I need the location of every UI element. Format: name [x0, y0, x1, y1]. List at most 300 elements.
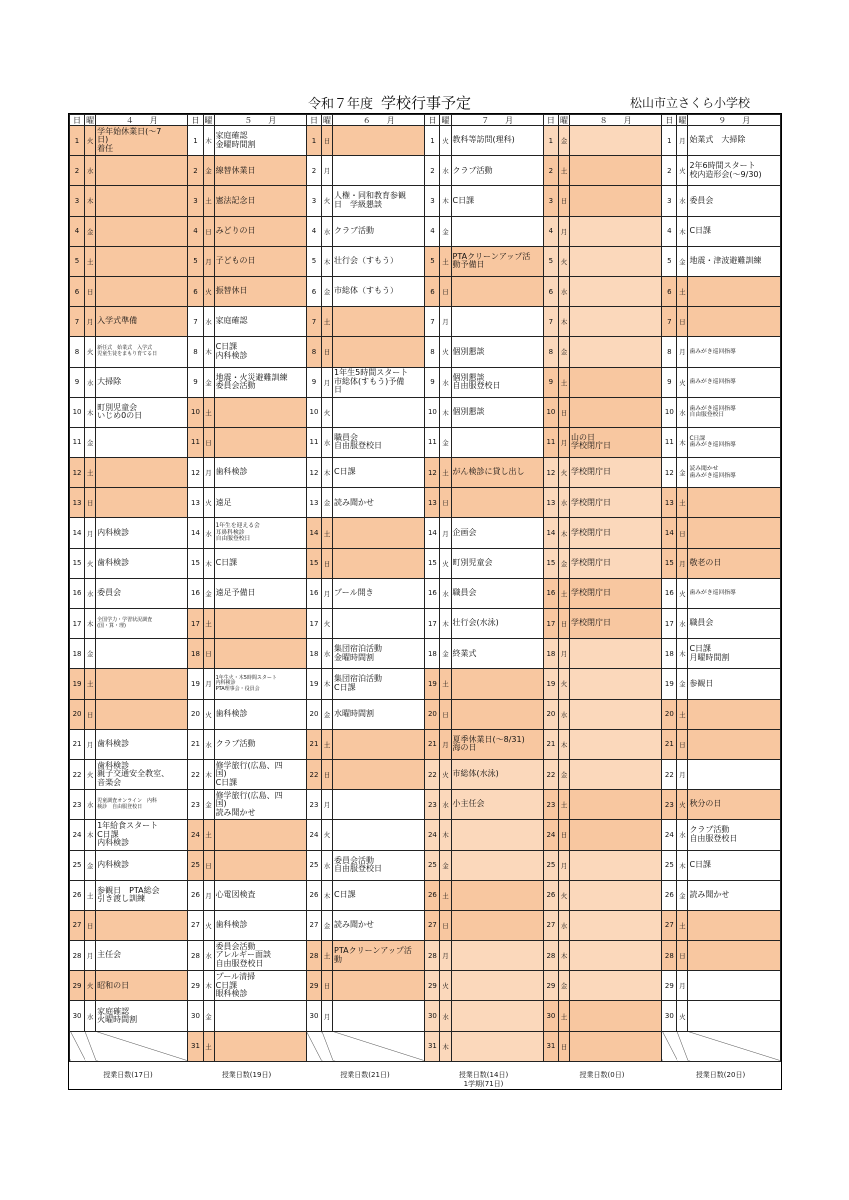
- day-number: 27: [662, 910, 677, 940]
- event-cell: [333, 790, 425, 820]
- event-cell: [96, 910, 188, 940]
- day-number: 6: [662, 276, 677, 306]
- event-cell: [451, 488, 543, 518]
- day-number: 20: [188, 699, 203, 729]
- day-number: 11: [70, 427, 85, 457]
- instruction-days: [425, 1071, 543, 1089]
- day-number: 23: [543, 790, 558, 820]
- weekday: 金: [322, 488, 333, 518]
- header-weekday: 曜: [678, 115, 687, 125]
- day-number: 30: [425, 1001, 440, 1031]
- day-number: 18: [70, 639, 85, 669]
- day-number: 24: [188, 820, 203, 850]
- weekday: 火: [85, 548, 96, 578]
- event-cell: [451, 699, 543, 729]
- event-cell: 個別懇談: [451, 397, 543, 427]
- weekday: 水: [85, 578, 96, 608]
- day-number: 21: [662, 729, 677, 759]
- day-number: 13: [425, 488, 440, 518]
- event-cell: [214, 850, 306, 880]
- day-number: 16: [70, 578, 85, 608]
- day-number: 29: [662, 971, 677, 1001]
- weekday: 水: [440, 1001, 451, 1031]
- event-cell: 歯科検診: [96, 548, 188, 578]
- day-number: 20: [306, 699, 321, 729]
- day-number: 4: [70, 216, 85, 246]
- table-row: [70, 458, 781, 488]
- day-number: 5: [543, 246, 558, 276]
- day-number: 6: [188, 276, 203, 306]
- fiscal-year: 令和７年度: [308, 97, 374, 112]
- day-number: 15: [70, 548, 85, 578]
- event-cell: 地震・津波避難訓練: [688, 246, 781, 276]
- month-name: ９ 月: [688, 115, 781, 126]
- day-number: 22: [662, 759, 677, 789]
- event-cell: [569, 910, 661, 940]
- event-cell: 昭和の日: [96, 971, 188, 1001]
- event-cell: 学校閉庁日: [569, 518, 661, 548]
- day-number: 3: [543, 186, 558, 216]
- weekday: 木: [85, 820, 96, 850]
- day-number: 15: [543, 548, 558, 578]
- weekday: 土: [558, 156, 569, 186]
- day-number: 11: [306, 427, 321, 457]
- table-row: [70, 397, 781, 427]
- event-cell: [688, 518, 781, 548]
- weekday: 土: [558, 578, 569, 608]
- event-cell: [569, 186, 661, 216]
- weekday: 金: [677, 880, 688, 910]
- event-cell: 企画会: [451, 518, 543, 548]
- day-number: 9: [70, 367, 85, 397]
- weekday: 日: [677, 941, 688, 971]
- event-cell: [451, 276, 543, 306]
- table-row: [70, 276, 781, 306]
- month-name: ６ 月: [333, 115, 425, 126]
- weekday: 金: [85, 639, 96, 669]
- day-number: [306, 1031, 321, 1061]
- event-cell: [96, 216, 188, 246]
- day-number: 11: [543, 427, 558, 457]
- table-row: [70, 820, 781, 850]
- weekday: 木: [440, 820, 451, 850]
- event-cell: [96, 276, 188, 306]
- day-number: 21: [425, 729, 440, 759]
- event-cell: 読み聞かせ: [688, 880, 781, 910]
- day-number: 14: [70, 518, 85, 548]
- weekday: 水: [558, 910, 569, 940]
- day-number: 19: [662, 669, 677, 699]
- weekday: 木: [85, 609, 96, 639]
- event-cell: 歯みがき巡回指導: [688, 337, 781, 367]
- weekday: [85, 1031, 96, 1061]
- weekday: 土: [558, 790, 569, 820]
- day-number: 5: [662, 246, 677, 276]
- event-cell: [214, 1031, 306, 1061]
- table-row: [70, 880, 781, 910]
- table-row: [70, 578, 781, 608]
- day-number: 7: [188, 307, 203, 337]
- weekday: 木: [322, 880, 333, 910]
- weekday: 月: [203, 669, 214, 699]
- day-number: 17: [425, 609, 440, 639]
- event-cell: [569, 971, 661, 1001]
- weekday: 火: [203, 910, 214, 940]
- instruction-days: [662, 1071, 780, 1080]
- event-cell: [214, 427, 306, 457]
- weekday: 火: [203, 699, 214, 729]
- event-cell: [451, 941, 543, 971]
- day-number: 7: [70, 307, 85, 337]
- event-cell: 小主任会: [451, 790, 543, 820]
- day-number: 14: [543, 518, 558, 548]
- event-cell: [333, 759, 425, 789]
- day-number: 15: [662, 548, 677, 578]
- weekday: 土: [558, 367, 569, 397]
- day-number: 9: [662, 367, 677, 397]
- day-number: 27: [543, 910, 558, 940]
- header-day: 日: [662, 115, 677, 126]
- table-row: [70, 307, 781, 337]
- weekday: 木: [677, 850, 688, 880]
- event-cell: [333, 729, 425, 759]
- weekday: 木: [203, 971, 214, 1001]
- weekday: 月: [322, 367, 333, 397]
- table-row: [70, 216, 781, 246]
- weekday: 木: [440, 1031, 451, 1061]
- day-number: 30: [662, 1001, 677, 1031]
- weekday: 水: [203, 941, 214, 971]
- day-number: 24: [70, 820, 85, 850]
- table-row: [70, 1001, 781, 1031]
- event-cell: [333, 548, 425, 578]
- month-name: ８ 月: [569, 115, 661, 126]
- day-number: 21: [70, 729, 85, 759]
- event-cell: C日課: [451, 186, 543, 216]
- event-cell: [333, 307, 425, 337]
- weekday: 月: [322, 1001, 333, 1031]
- weekday: 火: [322, 186, 333, 216]
- weekday: 木: [440, 609, 451, 639]
- event-cell: [333, 156, 425, 186]
- event-cell: 委員会: [688, 186, 781, 216]
- day-number: 14: [662, 518, 677, 548]
- event-cell: [451, 427, 543, 457]
- event-cell: [688, 729, 781, 759]
- day-number: 8: [662, 337, 677, 367]
- day-number: 29: [188, 971, 203, 1001]
- event-cell: [688, 971, 781, 1001]
- weekday: 火: [203, 276, 214, 306]
- event-cell: PTAクリーンアップ活 動: [333, 941, 425, 971]
- table-row: [70, 246, 781, 276]
- weekday: 日: [322, 337, 333, 367]
- day-number: 7: [425, 307, 440, 337]
- weekday: 金: [322, 276, 333, 306]
- day-number: 19: [425, 669, 440, 699]
- event-cell: 振替休日: [214, 276, 306, 306]
- weekday: 土: [203, 609, 214, 639]
- weekday: 日: [85, 276, 96, 306]
- day-number: 8: [543, 337, 558, 367]
- event-cell: 修学旅行(広島、四 国) 読み聞かせ: [214, 790, 306, 820]
- weekday: 月: [558, 216, 569, 246]
- day-number: 28: [306, 941, 321, 971]
- day-number: 10: [188, 397, 203, 427]
- event-cell: 職員会: [688, 609, 781, 639]
- day-number: 18: [306, 639, 321, 669]
- day-number: 3: [662, 186, 677, 216]
- day-number: 30: [543, 1001, 558, 1031]
- day-number: 8: [188, 337, 203, 367]
- event-cell: 修学旅行(広島、四 国) C日課: [214, 759, 306, 789]
- day-number: 6: [543, 276, 558, 306]
- day-number: 16: [543, 578, 558, 608]
- day-number: 13: [188, 488, 203, 518]
- weekday: 火: [85, 337, 96, 367]
- day-number: 11: [662, 427, 677, 457]
- day-number: 10: [70, 397, 85, 427]
- table-row: [70, 729, 781, 759]
- event-cell: C日課: [214, 548, 306, 578]
- day-number: 17: [306, 609, 321, 639]
- day-number: 26: [70, 880, 85, 910]
- day-number: 28: [662, 941, 677, 971]
- day-number: 12: [543, 458, 558, 488]
- day-number: 11: [425, 427, 440, 457]
- weekday: 火: [322, 609, 333, 639]
- instruction-days-text: 授業日数(17日): [103, 1071, 153, 1079]
- day-number: 7: [543, 307, 558, 337]
- day-number: 16: [188, 578, 203, 608]
- day-number: 4: [306, 216, 321, 246]
- event-cell: [96, 186, 188, 216]
- event-cell: 市総体(水泳): [451, 759, 543, 789]
- day-number: 29: [425, 971, 440, 1001]
- weekday: 月: [85, 941, 96, 971]
- weekday: 土: [440, 669, 451, 699]
- header-day: 日: [543, 115, 558, 126]
- weekday: 木: [677, 639, 688, 669]
- day-number: 12: [306, 458, 321, 488]
- weekday: 木: [558, 729, 569, 759]
- event-cell: 学校閉庁日: [569, 578, 661, 608]
- day-number: 27: [188, 910, 203, 940]
- day-number: 11: [188, 427, 203, 457]
- event-cell: 学年始休業日(～7 日) 着任: [96, 126, 188, 156]
- day-number: 31: [543, 1031, 558, 1061]
- event-cell: [96, 1031, 188, 1061]
- day-number: 2: [188, 156, 203, 186]
- event-cell: [569, 669, 661, 699]
- weekday: 月: [203, 246, 214, 276]
- day-number: [70, 1031, 85, 1061]
- event-cell: 人権・同和教育参観 日 学級懇談: [333, 186, 425, 216]
- weekday: 火: [677, 1001, 688, 1031]
- event-cell: 読み聞かせ 歯みがき巡回指導: [688, 458, 781, 488]
- event-cell: 歯みがき巡回指導 自由服登校日: [688, 397, 781, 427]
- event-cell: [569, 246, 661, 276]
- event-cell: 歯みがき巡回指導: [688, 367, 781, 397]
- weekday: 木: [322, 458, 333, 488]
- day-number: 6: [306, 276, 321, 306]
- day-number: 1: [306, 126, 321, 156]
- weekday: 土: [85, 458, 96, 488]
- weekday: 土: [677, 276, 688, 306]
- day-number: 1: [543, 126, 558, 156]
- weekday: 水: [203, 518, 214, 548]
- day-number: [662, 1031, 677, 1061]
- event-cell: C日課: [688, 216, 781, 246]
- weekday: 金: [677, 458, 688, 488]
- event-cell: [451, 880, 543, 910]
- event-cell: 地震・火災避難訓練 委員会活動: [214, 367, 306, 397]
- day-number: 30: [306, 1001, 321, 1031]
- event-cell: 入学式準備: [96, 307, 188, 337]
- weekday: 月: [322, 156, 333, 186]
- weekday: 月: [440, 941, 451, 971]
- event-cell: [688, 759, 781, 789]
- instruction-days-text: 授業日数(20日): [695, 1071, 746, 1079]
- day-number: 25: [306, 850, 321, 880]
- event-cell: 委員会: [96, 578, 188, 608]
- table-row: [70, 941, 781, 971]
- day-number: 26: [306, 880, 321, 910]
- weekday: 火: [558, 246, 569, 276]
- weekday: 木: [440, 397, 451, 427]
- weekday: 月: [558, 427, 569, 457]
- event-cell: [451, 216, 543, 246]
- weekday: 火: [440, 971, 451, 1001]
- event-cell: [333, 820, 425, 850]
- table-row: [70, 488, 781, 518]
- table-row: [70, 850, 781, 880]
- instruction-days: [543, 1071, 661, 1080]
- weekday: 土: [203, 1031, 214, 1061]
- day-number: 12: [188, 458, 203, 488]
- event-cell: [333, 971, 425, 1001]
- weekday: 水: [85, 156, 96, 186]
- day-number: 12: [662, 458, 677, 488]
- weekday: 日: [558, 820, 569, 850]
- day-number: 8: [306, 337, 321, 367]
- weekday: 金: [203, 367, 214, 397]
- weekday: 月: [677, 548, 688, 578]
- weekday: 土: [440, 458, 451, 488]
- day-number: 24: [306, 820, 321, 850]
- weekday: 土: [203, 397, 214, 427]
- day-number: 24: [543, 820, 558, 850]
- day-number: 18: [425, 639, 440, 669]
- event-cell: C日課: [688, 850, 781, 880]
- day-number: 6: [70, 276, 85, 306]
- event-cell: [569, 126, 661, 156]
- weekday: 火: [677, 156, 688, 186]
- event-cell: [451, 1001, 543, 1031]
- event-cell: 1年生火・木5時間スタート 内科検診 PTA理事会・役員会: [214, 669, 306, 699]
- weekday: 水: [558, 276, 569, 306]
- event-cell: 1年生5時間スタート 市総体(すもう)予備 日: [333, 367, 425, 397]
- event-cell: 学校閉庁日: [569, 609, 661, 639]
- weekday: 金: [558, 126, 569, 156]
- event-cell: 集団宿泊活動 C日課: [333, 669, 425, 699]
- day-number: 5: [70, 246, 85, 276]
- schedule-calendar: [68, 113, 782, 1090]
- event-cell: [688, 910, 781, 940]
- weekday: 日: [203, 850, 214, 880]
- day-number: 30: [70, 1001, 85, 1031]
- event-cell: 歯科検診: [214, 458, 306, 488]
- weekday: 火: [85, 759, 96, 789]
- weekday: 金: [322, 699, 333, 729]
- weekday: 火: [677, 790, 688, 820]
- event-cell: C日課 月曜時間割: [688, 639, 781, 669]
- weekday: 日: [677, 729, 688, 759]
- day-number: 29: [543, 971, 558, 1001]
- weekday: 土: [85, 246, 96, 276]
- event-cell: クラブ活動: [451, 156, 543, 186]
- event-cell: 町別児童会: [451, 548, 543, 578]
- day-number: 27: [306, 910, 321, 940]
- instruction-days-text: 1学期(71日): [463, 1080, 504, 1088]
- weekday: [322, 1031, 333, 1061]
- event-cell: [569, 759, 661, 789]
- event-cell: C日課: [333, 880, 425, 910]
- day-number: 1: [188, 126, 203, 156]
- weekday: 金: [558, 759, 569, 789]
- table-row: [70, 790, 781, 820]
- weekday: 木: [558, 307, 569, 337]
- weekday: 月: [203, 458, 214, 488]
- event-cell: [569, 307, 661, 337]
- day-number: 14: [306, 518, 321, 548]
- event-cell: [96, 156, 188, 186]
- weekday: 土: [322, 941, 333, 971]
- day-number: 1: [425, 126, 440, 156]
- event-cell: [214, 820, 306, 850]
- day-number: 22: [70, 759, 85, 789]
- day-number: 10: [662, 397, 677, 427]
- weekday: 木: [203, 337, 214, 367]
- weekday: 木: [677, 427, 688, 457]
- event-cell: 学校閉庁日: [569, 548, 661, 578]
- instruction-days-text: 授業日数(0日): [579, 1071, 625, 1079]
- event-cell: [333, 397, 425, 427]
- weekday: 水: [322, 639, 333, 669]
- event-cell: 個別懇談 自由服登校日: [451, 367, 543, 397]
- weekday: 月: [440, 729, 451, 759]
- event-cell: 歯科検診 親子交通安全教室、 音楽会: [96, 759, 188, 789]
- day-number: 17: [662, 609, 677, 639]
- table-row: [70, 699, 781, 729]
- weekday: 月: [322, 578, 333, 608]
- header-weekday: 曜: [441, 115, 450, 125]
- event-cell: [333, 518, 425, 548]
- day-number: 29: [70, 971, 85, 1001]
- event-cell: 歯科検診: [214, 910, 306, 940]
- weekday: 火: [322, 820, 333, 850]
- day-number: 3: [306, 186, 321, 216]
- event-cell: 参観日: [688, 669, 781, 699]
- weekday: 水: [677, 186, 688, 216]
- event-cell: 職員会 自由服登校日: [333, 427, 425, 457]
- day-number: 22: [188, 759, 203, 789]
- event-cell: 1年給食スタート C日課 内科検診: [96, 820, 188, 850]
- event-cell: プール開き: [333, 578, 425, 608]
- day-number: 23: [188, 790, 203, 820]
- day-number: 1: [662, 126, 677, 156]
- weekday: 木: [440, 186, 451, 216]
